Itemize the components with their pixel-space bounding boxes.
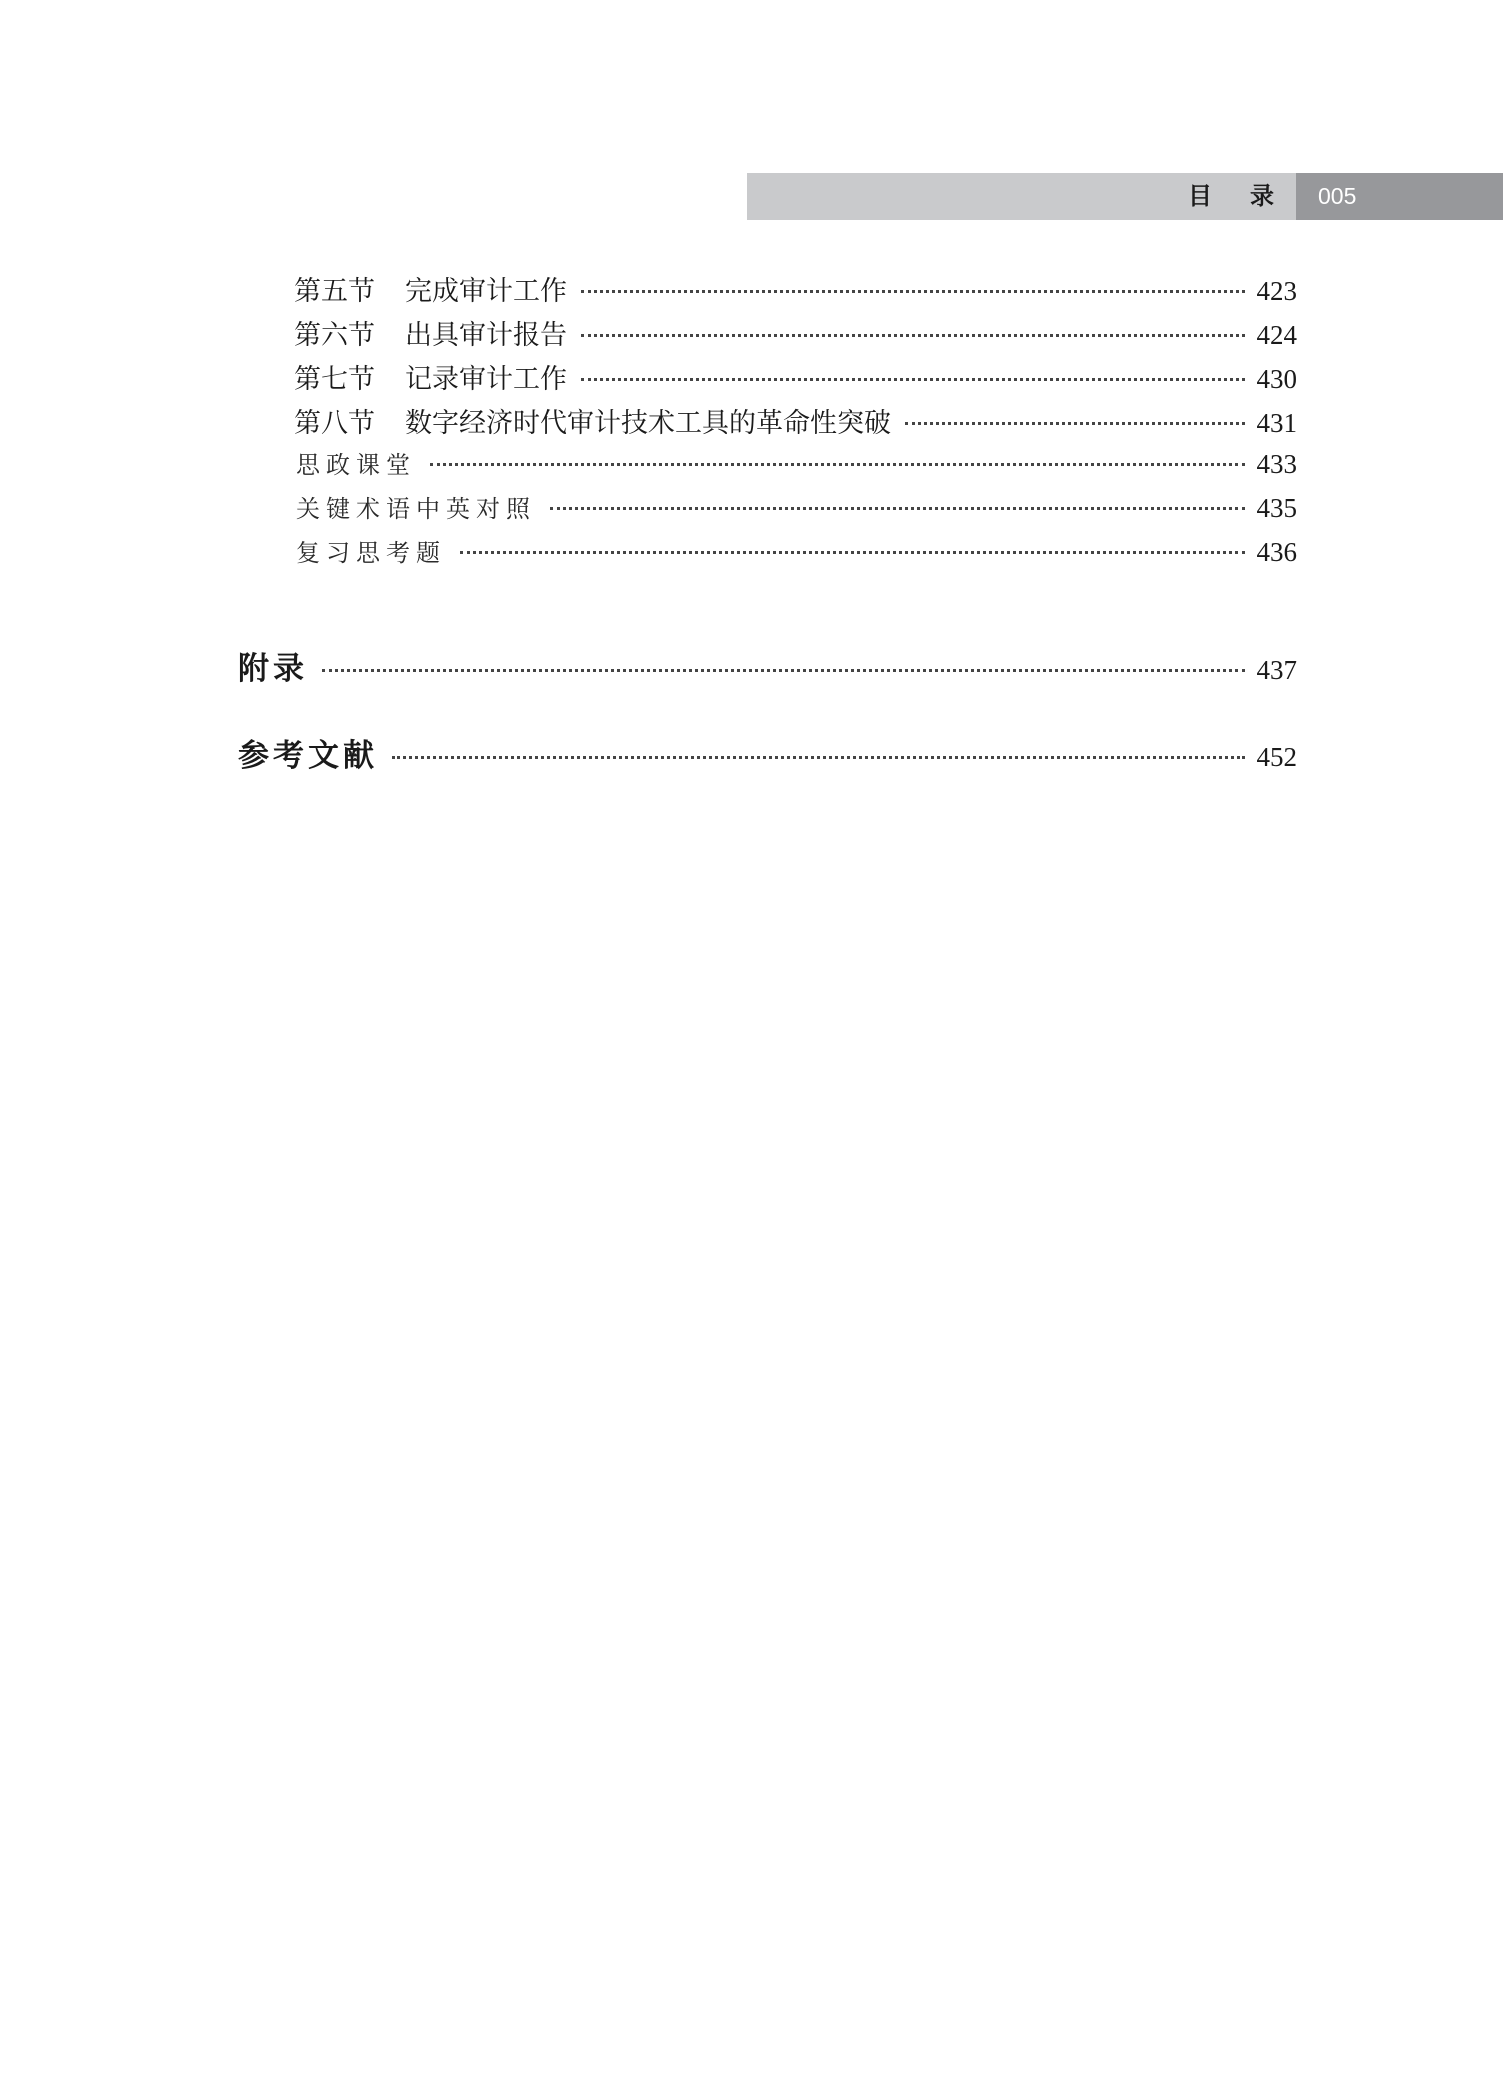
section-title: 数字经济时代审计技术工具的革命性突破 [405, 408, 891, 439]
toc-entry-review-questions[interactable] [296, 533, 1297, 573]
toc-page-number: 424 [1256, 320, 1297, 350]
toc-page-number: 437 [1256, 655, 1297, 685]
dot-leader [430, 463, 1245, 466]
page-number: 005 [1318, 183, 1357, 209]
toc-entry-label: 关键术语中英对照 [296, 495, 536, 523]
toc-entry-section-6[interactable] [294, 313, 1297, 353]
dot-leader [460, 551, 1245, 554]
section-number: 第八节 [294, 408, 375, 439]
toc-entry-label [294, 269, 567, 308]
toc-page-number: 423 [1256, 276, 1297, 306]
section-title: 出具审计报告 [405, 320, 567, 351]
toc-entry-label [294, 401, 891, 440]
section-title: 完成审计工作 [405, 276, 567, 307]
toc-page-number: 435 [1256, 493, 1297, 523]
toc-entry-label [294, 313, 567, 352]
dot-leader [581, 378, 1245, 381]
toc-page-number: 452 [1256, 742, 1297, 772]
toc-entry-ideology-class[interactable] [296, 445, 1297, 485]
dot-leader [322, 669, 1245, 672]
header-title-char: 目 [1188, 182, 1250, 210]
toc-entry-label: 思政课堂 [296, 451, 416, 479]
page-number-tab [1296, 173, 1503, 220]
toc-page-number: 431 [1256, 408, 1297, 438]
section-number: 第五节 [294, 276, 375, 307]
toc-entry-references[interactable] [238, 730, 1297, 774]
dot-leader [392, 756, 1245, 759]
toc-entry-section-7[interactable] [294, 357, 1297, 397]
toc-page-number: 430 [1256, 364, 1297, 394]
toc-entry-label [294, 357, 567, 396]
section-title: 记录审计工作 [405, 364, 567, 395]
dot-leader [550, 507, 1245, 510]
toc-entry-label: 复习思考题 [296, 539, 446, 567]
dot-leader [581, 334, 1245, 337]
toc-page-number: 436 [1256, 537, 1297, 567]
section-number: 第六节 [294, 320, 375, 351]
toc-page-number: 433 [1256, 449, 1297, 479]
toc-entry-section-8[interactable] [294, 401, 1297, 441]
dot-leader [581, 290, 1245, 293]
toc-entry-appendix[interactable] [238, 643, 1297, 687]
header-title-char: 录 [1250, 182, 1274, 210]
toc-entry-section-5[interactable] [294, 269, 1297, 309]
toc-entry-label: 参考文献 [238, 738, 378, 774]
toc-entry-key-terms[interactable] [296, 489, 1297, 529]
section-number: 第七节 [294, 364, 375, 395]
toc-entry-label: 附录 [238, 651, 308, 687]
running-header [747, 173, 1296, 220]
dot-leader [905, 422, 1245, 425]
header-title [1188, 173, 1274, 220]
